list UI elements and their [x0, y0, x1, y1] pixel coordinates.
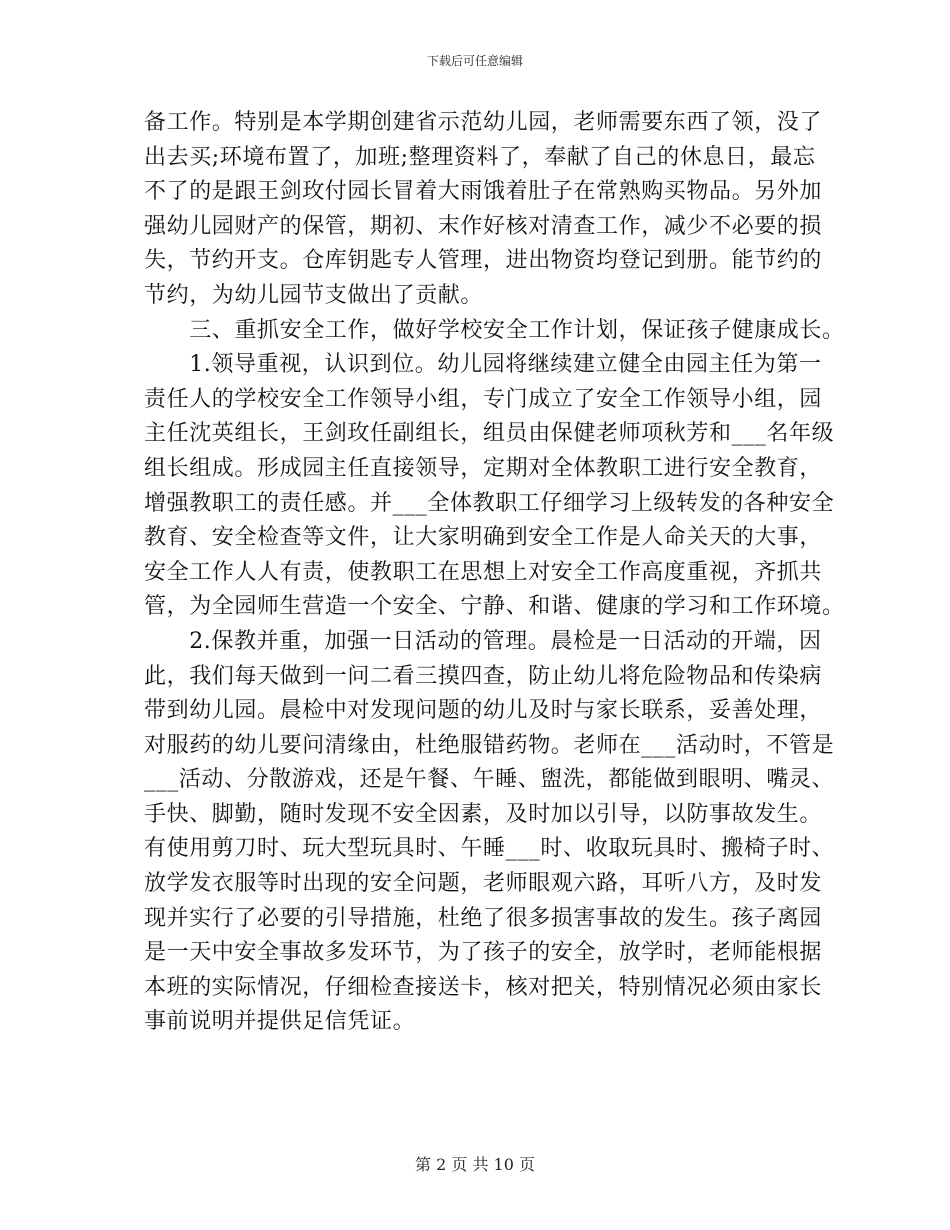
- text-line: 此，我们每天做到一问二看三摸四查，防止幼儿将危险物品和传染病: [144, 663, 823, 689]
- text-line: 1.领导重视，认识到位。幼儿园将继续建立健全由园主任为第一: [144, 352, 822, 378]
- text-line: 对服药的幼儿要问清缘由，杜绝服错药物。老师在___活动时，不管是: [144, 732, 835, 758]
- text-line: 本班的实际情况，仔细检查接送卡，核对把关，特别情况必须由家长: [144, 974, 823, 1000]
- text-line: 管，为全园师生营造一个安全、宁静、和谐、健康的学习和工作环境。: [144, 594, 845, 620]
- text-line: 失，节约开支。仓库钥匙专人管理，进出物资均登记到册。能节约的: [144, 248, 823, 274]
- text-line: 放学发衣服等时出现的安全问题，老师眼观六路，耳听八方，及时发: [144, 871, 823, 897]
- text-line: 有使用剪刀时、玩大型玩具时、午睡___时、收取玩具时、搬椅子时、: [144, 836, 835, 862]
- text-line: 备工作。特别是本学期创建省示范幼儿园，老师需要东西了领，没了: [144, 110, 823, 135]
- page-header: 下载后可任意编辑: [426, 54, 523, 68]
- text-line: 三、重抓安全工作，做好学校安全工作计划，保证孩子健康成长。: [144, 317, 845, 343]
- text-line: 教育、安全检查等文件，让大家明确到安全工作是人命关天的大事，: [144, 525, 823, 551]
- text-line: 节约，为幼儿园节支做出了贡献。: [144, 282, 484, 308]
- page-footer: 第 2 页 共 10 页: [415, 1155, 535, 1174]
- text-line: 责任人的学校安全工作领导小组，专门成立了安全工作领导小组，园: [144, 386, 823, 412]
- text-line: 组长组成。形成园主任直接领导，定期对全体教职工进行安全教育，: [144, 455, 823, 481]
- text-line: 强幼儿园财产的保管，期初、末作好核对清查工作，减少不必要的损: [144, 213, 823, 239]
- text-line: 带到幼儿园。晨检中对发现问题的幼儿及时与家长联系，妥善处理，: [144, 698, 823, 724]
- text-line: 现并实行了必要的引导措施，杜绝了很多损害事故的发生。孩子离园: [144, 905, 823, 931]
- text-line: 是一天中安全事故多发环节，为了孩子的安全，放学时，老师能根据: [144, 940, 823, 966]
- text-line: 手快、脚勤，随时发现不安全因素，及时加以引导，以防事故发生。: [144, 801, 823, 827]
- text-line: 不了的是跟王剑玫付园长冒着大雨饿着肚子在常熟购买物品。另外加: [144, 179, 823, 205]
- text-line: 增强教职工的责任感。并___全体教职工仔细学习上级转发的各种安全: [144, 490, 835, 516]
- document-body: [144, 106, 845, 1040]
- text-line: 安全工作人人有责，使教职工在思想上对安全工作高度重视，齐抓共: [144, 559, 823, 585]
- text-line: ___活动、分散游戏，还是午餐、午睡、盥洗，都能做到眼明、嘴灵、: [144, 767, 835, 793]
- text-line: 主任沈英组长，王剑玫任副组长，组员由保健老师项秋芳和___名年级: [144, 421, 835, 447]
- text-line: 2.保教并重，加强一日活动的管理。晨检是一日活动的开端，因: [144, 628, 822, 654]
- text-line: 事前说明并提供足信凭证。: [144, 1009, 416, 1035]
- text-line: 出去买;环境布置了，加班;整理资料了，奉献了自己的休息日，最忘: [144, 144, 816, 170]
